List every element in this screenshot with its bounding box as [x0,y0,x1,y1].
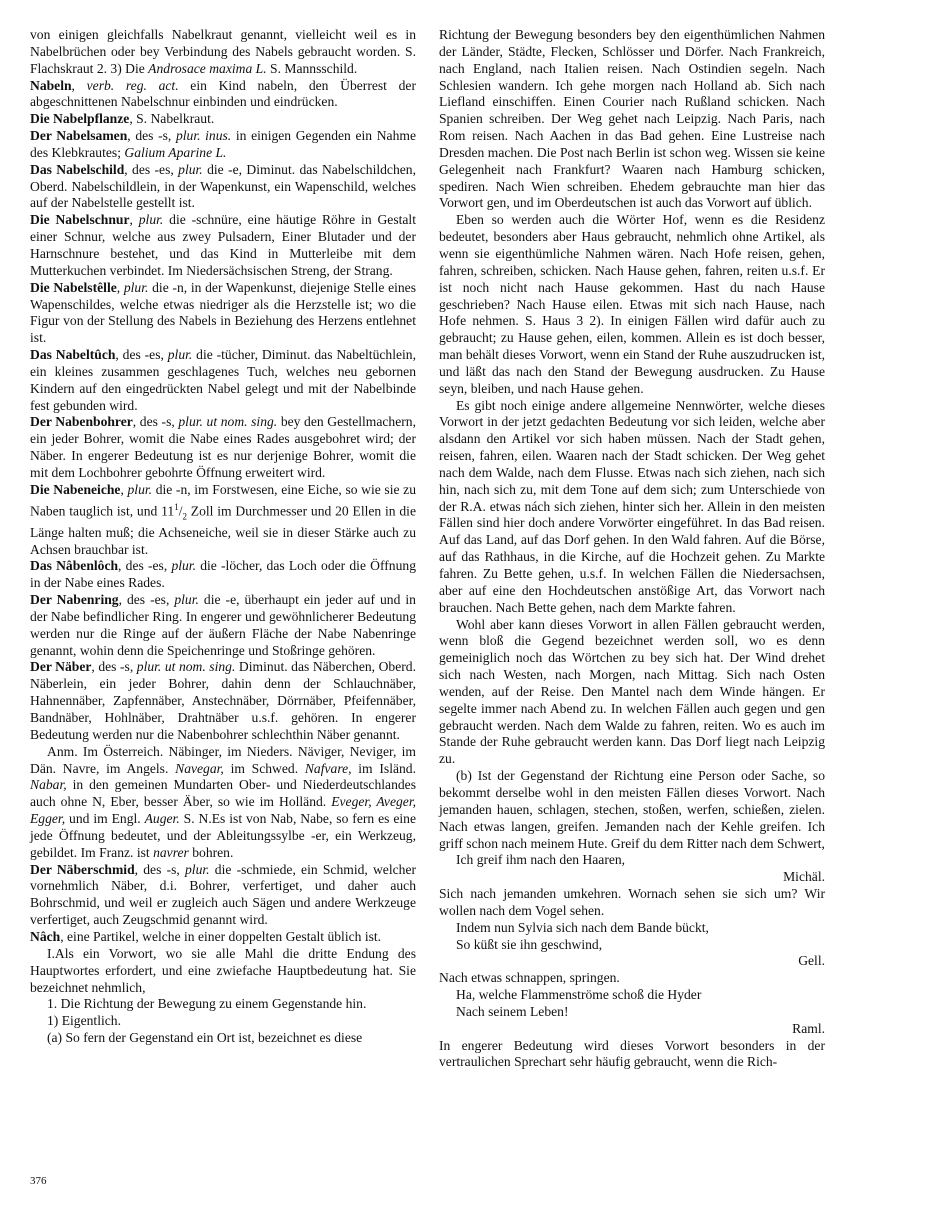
entry-nabenbohrer: Der Nabenbohrer, des -s, plur. ut nom. sing. bey den Gestellmachern, ein jeder Bohrer, womit die Nabe eines Rades ausgebohret wird; der Näber. In engerer Bedeutung ist es nur derjenige Bohrer, womit die mit dem Lochbohrer gebohrte Öffnung erweitert wird. [30,414,416,480]
entry-nabeneiche: Die Nabeneiche, plur. die -n, im Forstwesen, eine Eiche, so wie sie zu Naben tauglich ist, und $11^1/_2$ Zoll im Durchmesser und 20 Ellen in die Länge halten muß; die Achseneiche, weil sie in dieser Stärke auch zu Achsen brauchbar ist. [30,481,416,557]
page-number: 376 [30,1175,47,1187]
paragraph: In engerer Bedeutung wird dieses Vorwort besonders in der vertraulichen Sprechart sehr häufig gebraucht, wenn die Rich- [439,1037,825,1070]
citation-source: Michäl. [783,869,825,885]
right-column [439,27,825,1071]
headword: Die Nabelschnur [30,212,130,228]
entry-naeberschmid: Der Näberschmid, des -s, plur. die -schmiede, ein Schmid, welcher vornehmlich Näber, d.i. Bohrer, verfertiget, und daher auch Bohrschmid, und weil er zugleich auch Sägen und andere Werkzeuge verfertiget, auch Zeugschmid genannt wird. [30,861,417,928]
citation-source: Raml. [792,1020,825,1036]
entry-nabeln: Nabeln, verb. reg. act. ein Kind nabeln, den Überrest der abgeschnittenen Nabelschnur einbinden und eindrücken. [30,77,416,110]
subsection-1-1: 1) Eigentlich. [47,1013,121,1029]
headword: Nâch [30,928,61,944]
fraction-numerator: 1 [174,501,179,512]
headword: Der Nabenbohrer [30,414,133,430]
headword: Die Nabeneiche [30,481,121,497]
headword: Der Nabenring [30,592,119,608]
headword: Das Nabelschild [30,161,125,177]
verse-line: Indem nun Sylvia sich nach dem Bande bückt, [456,919,709,935]
headword: Der Näberschmid [30,861,135,877]
paragraph: Es gibt noch einige andere allgemeine Nennwörter, welche dieses Vorwort in der jetzt gedachten Bedeutung vor sich leiden, welche aber alsdann den Artikel vor sich haben müssen. Nach der Stadt gehen, reisen, fahren, eilen. Waaren nach der Stadt schicken. Der Weg gehet nach dem Walde, nach dem Flusse. Etwas nach sich ziehen, nach sich hin, nach sich zu, mit dem Tone auf dem sich; zum Unterschiede von der R.A. etwas nách sich ziehen, hinter sich her. Allein in den meisten Fällen sind hier doch andere Vorwörter eingeführet. In das Bad reisen. Auf das Land, auf das Dorf gehen. In den Wald fahren. Auf die Börse, auf das Rathhaus, in die Kirche, auf die Hochzeit gehen. Zu Markte fahren. Zu Bette gehen, u.s.f. In welchen Fällen die Niedersachsen, aber auf eine den Hochdeutschen anstößige Art, das Vorwort nach brauchen. Nach Bette gehen, nach dem Markte fahren. [439,397,825,615]
citation-source: Gell. [798,953,825,969]
headword: Nabeln [30,77,72,93]
verse-line: Ha, welche Flammenströme schoß die Hyder [456,987,702,1003]
entry-naeber: Der Näber, des -s, plur. ut nom. sing. Diminut. das Näberchen, Oberd. Näberlein, ein jeder Bohrer, dahin denn der Schlauchnäber, Hahnennäber, Zapfennäber, Anstechnäber, Dörrnäber, Pfeifennäber, Bandnäber, Hohlnäber, Drahtnäber u.s.f. gehören. In engerer Bedeutung werden nur die Nabenbohrer schlechthin Näber genannt. [30,659,416,742]
headword: Der Nabelsamen [30,128,128,144]
entry-nabelschild: Das Nabelschild, des -es, plur. die -e, Diminut. das Nabelschildchen, Oberd. Nabelschildlein, in der Wapenkunst, ein Wapenschild, welches auf der Nabelstelle gestellt ist. [30,161,416,211]
verse-line: So küßt sie ihn geschwind, [456,936,603,952]
paragraph: Nach etwas schnappen, springen. [439,970,620,986]
paragraph: Richtung der Bewegung besonders bey den eigenthümlichen Nahmen der Länder, Städte, Flecken, Schlösser und Dörfer. Nach Frankreich, nach England, nach Italien reisen. Nach Ostindien segeln. Nach Schlesien wandern. Ich gehe morgen nach Holland ab. Sich nach Liefland einschiffen. Einen Courier nach Rußland schicken. Nach Spanien schreiben. Der Weg gehet nach Leipzig. Nach Paris, nach Rom reisen. Nach Aachen in das Bad gehen. Eine Lustreise nach Dresden machen. Die Post nach Berlin ist schon weg. Wissen sie keine Gelegenheit nach Frankfurt? Waaren nach Hamburg schicken, spediren. Nach Wien schreiben. Ehedem gebrauchte man hier das Vorwort gen, und im Oberdeutschen ist auch das Vorwort auf üblich. [439,27,825,211]
left-column [30,27,416,1047]
headword: Das Nâbenlôch [30,558,119,574]
fraction-denominator: 2 [182,510,187,521]
subsection-a: (a) So fern der Gegenstand ein Ort ist, bezeichnet es diese [47,1030,363,1046]
section-preposition: I.Als ein Vorwort, wo sie alle Mahl die dritte Endung des Hauptwortes erfordert, und eine zwiefache Hauptbedeutung hat. Sie bezeichnet nehmlich, [30,945,416,995]
verse-line: Ich greif ihm nach den Haaren, [456,852,626,868]
paragraph: (b) Ist der Gegenstand der Richtung eine Person oder Sache, so bekommt derselbe wohl in den meisten Fällen dieses Vorwort. Nach jemanden hauen, schlagen, stechen, stoßen, werfen, schießen, zielen. Nach etwas langen, greifen. Jemanden nach der Kehle greifen. Ich griff schon nach meinem Hute. Greif du dem Ritter nach dem Schwert, [439,768,825,851]
entry-nabelstelle: Die Nabelstêlle, plur. die -n, in der Wapenkunst, diejenige Stelle eines Wapenschildes, welche etwas niedriger als die Herzstelle ist; wo die Figur von der Stellung des Nabels in Beziehung des Herzens entlehnet ist. [30,279,417,346]
entry-nabenring: Der Nabenring, des -es, plur. die -e, überhaupt ein jeder auf und in der Nabe befindlicher Ring. In engerer und gewöhnlicherer Bedeutung werden nur die Ringe auf der äußern Fläche der Nabe Nabenringe genannt, wohin denn die Speichenringe und Stoßringe gehören. [30,592,416,658]
entry-annotation: Anm. Im Österreich. Näbinger, im Nieders. Näviger, Neviger, im Dän. Navre, im Angels. Navegar, im Schwed. Nafvare, im Isländ. Nabar, in den gemeinen Mundarten Ober- und Niederdeutschlandes auch ohne N, Eber, besser Äber, so wie im Holländ. Eveger, Aveger, Egger, und im Engl. Auger. S. N.Es ist von Nab, Nabe, so fern es eine jede Öffnung bedeutet, und der Ableitungssylbe -er, ein Werkzeug, gebildet. Im Franz. ist navrer bohren. [30,743,417,860]
entry-nabelpflanze: Die Nabelpflanze, S. Nabelkraut. [30,111,215,127]
headword: Das Nabeltûch [30,347,116,363]
entry-nabenloch: Das Nâbenlôch, des -es, plur. die -löcher, das Loch oder die Öffnung in der Nabe eines Rades. [30,558,416,591]
headword: Der Näber [30,659,92,675]
entry-nabelschnur: Die Nabelschnur, plur. die -schnüre, eine häutige Röhre in Gestalt einer Schnur, welche aus zwey Pulsadern, Einer Blutader und der Harnschnure bestehet, und das Kind in Mutterleibe mit dem Mutterkuchen verbindet. Im Niedersächsischen Streng, der Strang. [30,212,416,278]
entry-nabelsamen: Der Nabelsamen, des -s, plur. inus. in einigen Gegenden ein Nahme des Klebkrautes; Galium Aparine L. [30,128,416,160]
entry-nach: Nâch, eine Partikel, welche in einer doppelten Gestalt üblich ist. [30,928,382,944]
paragraph: Sich nach jemanden umkehren. Wornach sehen sie sich um? Wir wollen nach dem Vogel sehen. [439,886,825,918]
entry-nabeltuch: Das Nabeltûch, des -es, plur. die -tücher, Diminut. das Nabeltüchlein, ein kleines zusammen geschlagenes Tuch, welches neu gebornen Kindern auf den eingedrückten Nabel gelegt und mit der Nabelbinde fest gebunden wird. [30,347,416,413]
entry-continuation: von einigen gleichfalls Nabelkraut genannt, vielleicht weil es in Nabelbrüchen oder bey Verbindung des Nabels gebraucht worden. S. Flachskraut 2. 3) Die Androsace maxima L. S. Mannsschild. [30,27,416,76]
headword: Die Nabelpflanze [30,111,130,127]
headword: Die Nabelstêlle [30,279,117,295]
paragraph: Eben so werden auch die Wörter Hof, wenn es die Residenz bedeutet, besonders aber Haus gebraucht, nehmlich ohne Artikel, als wenn sie eigenthümliche Nahmen wären. Nach Hofe reisen, gehen, fahren, schreiben, schicken. Nach Hause gehen, fahren, reiten u.s.f. Er ist noch nicht nach Hause gekommen. Hast du nach Hause geschrieben? Nach Hause eilen. Etwas mit sich nach Hause, nach Hofe nehmen. S. Haus 3 2). In einigen Fällen wird dafür auch zu gebraucht; zu Hause gehen, eilen, kommen. Allein es ist doch besser, man behält dieses Vorwort, wenn ein Stand der Ruhe auszudrucken ist, und läßt das nach den Stand der Bewegung ausdrucken. Zu Hause seyn, bleiben, und nach Hause gehen. [439,212,825,396]
subsection-1: 1. Die Richtung der Bewegung zu einem Gegenstande hin. [47,996,367,1012]
verse-line: Nach seinem Leben! [456,1003,569,1019]
paragraph: Wohl aber kann dieses Vorwort in allen Fällen gebraucht werden, wenn bloß die Gegend bezeichnet werden soll, wo es denn gemeiniglich noch das Wörtchen zu bey sich hat. Der Wind drehet sich nach Westen, nach Morgen, nach Mittag. Sich nach Osten wenden, auf der Reise. Den Mantel nach dem Winde hängen. Er segelte immer nach Abend zu. In welchen Fällen auch gegen und gen gebraucht werden. Nach dem Walde zu fahren, reiten. Wo es auch im Stande der Ruhe gebraucht werden kann. Das Dorf liegt nach Leipzig zu. [439,616,825,767]
